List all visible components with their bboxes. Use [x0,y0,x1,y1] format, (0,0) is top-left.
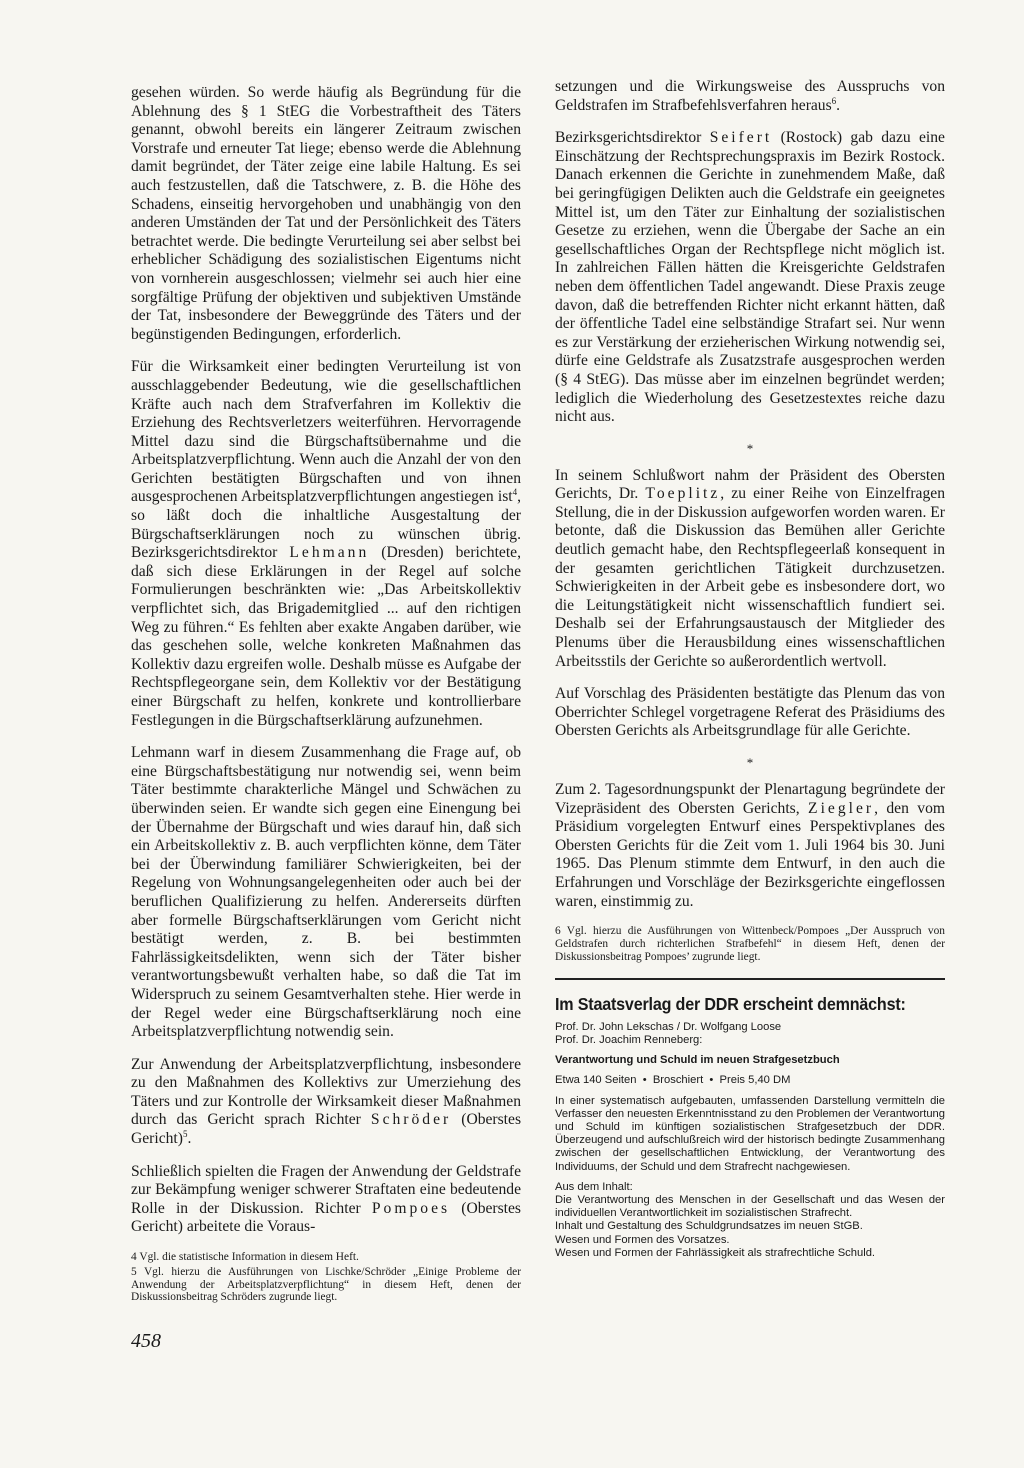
ad-heading: Im Staatsverlag der DDR erscheint demnächst: [555,993,906,1014]
paragraph: setzungen und die Wirkungsweise des Ausspruchs von Geldstrafen im Strafbefehlsverfahren heraus$^6$. [555,78,945,114]
ad-description: In einer systematisch aufgebauten, umfassenden Darstellung vermitteln die Verfasser den neuesten Erkenntnisstand zu den Problemen der Verantwortung und Schuld im künftigen sozialistischen Strafgesetzbuch der DDR. Überzeugend und aufschlußreich wird der historisch bedingte Zusammenhang zwischen der gesellschaftlichen Entwicklung, der Verantwortung des Individuums, der Schuld und dem Strafrecht nachgewiesen. [555,1094,945,1173]
ad-book-title: Verantwortung und Schuld im neuen Strafgesetzbuch [555,1054,840,1067]
right-column [555,78,945,1260]
paragraph: In seinem Schlußwort nahm der Präsident des Obersten Gerichts, Dr. Toeplitz, zu einer Reihe von Einzelfragen Stellung, die in der Diskussion aufgeworfen worden waren. Er betonte, daß die Diskussion das Bemühen aller Gerichte deutlich gemacht habe, den Rechtspflegeerlaß konsequent in der gesamten gerichtlichen Tätigkeit durchzusetzen. Schwierigkeiten in der Arbeit gebe es insbesondere dort, wo die Leitungstätigkeit nicht wissenschaftlich fundiert sei. Deshalb sei der Erfahrungsaustausch der Mitglieder des Plenums über die Herausbildung eines wissenschaftlichen Arbeitsstils der Gerichte so außerordentlich wertvoll. [555,466,945,670]
divider [555,978,945,980]
person-name: Pompoes [371,1199,451,1217]
paragraph: Schließlich spielten die Fragen der Anwendung der Geldstrafe zur Bekämpfung weniger schwerer Straftaten eine bedeutende Rolle in der Diskussion. Richter Pompoes (Oberstes Gericht) arbeitete die Voraus- [131,1162,522,1236]
paragraph: Bezirksgerichtsdirektor Seifert (Rostock) gab dazu eine Einschätzung der Rechtsprechungspraxis im Bezirk Rostock. Danach erkennen die Gerichte in zunehmendem Maße, daß bei geringfügigen Delikten auch die Geldstrafe ein geeignetes Mittel ist, um den Täter zur Einhaltung der sozialistischen Gesetze zu erziehen, wenn die Übergabe der Sache an ein gesellschaftliches Organ der Rechtspflege nicht möglich ist. In zahlreichen Fällen hätten die Kreisgerichte Geldstrafen neben dem öffentlichen Tadel angewandt. Diese Praxis zeuge davon, daß die betreffenden Richter nicht erkannt hätten, daß der öffentliche Tadel eine selbständige Strafart sei. Nur wenn es zur Verstärkung der erzieherischen Wirkung notwendig sei, dürfe eine Geldstrafe als Zusatzstrafe ausgesprochen werden (§ 4 StEG). Das müsse aber im einzelnen begründet werden; lediglich die Wiederholung des Gesetzestextes reiche dazu nicht aus. [555,129,945,426]
person-name: Lehmann [289,544,370,562]
ad-contents-item: Wesen und Formen der Fahrlässigkeit als strafrechtliche Schuld. [555,1246,876,1259]
page-number: 458 [131,1330,161,1352]
ad-authors: Prof. Dr. Joachim Renneberg: [555,1033,703,1046]
ad-contents-item: Wesen und Formen des Vorsatzes. [555,1233,730,1246]
ad-book-info: Etwa 140 Seiten • Broschiert • Preis 5,40 DM [555,1074,791,1087]
section-separator: * [746,755,754,770]
advertisement [555,993,945,1260]
paragraph: Für die Wirksamkeit einer bedingten Verurteilung ist von ausschlaggebender Bedeutung, wie die gesellschaftlichen Kräfte auch nach dem Strafverfahren im Kollektiv die Erziehung des Rechtsverletzers weiterführen. Hervorragende Mittel dazu sind die Bürgschaftsübernahme und die Arbeitsplatzverpflichtung. Wenn auch die Anzahl der von den Gerichten bestätigten Bürgschaften und von ihnen ausgesprochenen Arbeitsplatzverpflichtungen angestiegen ist$^4$, so läßt doch die inhaltliche Ausgestaltung der Bürgschaftserklärungen noch zu wünschen übrig. Bezirksgerichtsdirektor Lehmann (Dresden) berichtete, daß sich diese Erklärungen in der Regel auf solche Formulierungen beschränkten wie: „Das Arbeitskollektiv verpflichtet sich, das Brigademitglied ... auf den richtigen Weg zu führen.“ Es fehlten aber exakte Angaben darüber, wie das geschehen solle, welche konkreten Maßnahmen das Kollektiv dazu ergreifen wolle. Deshalb müsse es Aufgabe der Rechtspflegeorgane sein, dem Kollektiv vor der Bestätigung einer Bürgschaft zu helfen, konkrete und kontrollierbare Festlegungen in die Bürgschaftserklärung aufzunehmen. [131,358,521,729]
person-name: Seifert [709,129,773,147]
footnote-ref: 6 [831,95,837,106]
person-name: Ziegler [808,799,875,817]
footnote-5: 5 Vgl. hierzu die Ausführungen von Lischke/Schröder „Einige Probleme der Anwendung der Arbeitsplatzverpflichtung“ in diesem Heft, denen der Diskussionsbeitrag Schröders zugrunde liegt. [131,1265,521,1304]
ad-authors: Prof. Dr. John Lekschas / Dr. Wolfgang Loose [555,1020,782,1033]
paragraph: Lehmann warf in diesem Zusammenhang die Frage auf, ob eine Bürgschaftsbestätigung nur notwendig sei, wenn beim Täter bestimmte charakterliche Mängel und Schwächen zu überwinden seien. Er wandte sich gegen eine Einengung bei der Übernahme der Bürgschaft und wies darauf hin, daß sich ein Arbeitskollektiv z. B. auch verpflichten könne, dem Täter bei der Überwindung familiärer Schwierigkeiten, bei der Regelung von Wohnungsangelegenheiten oder auch bei der beruflichen Qualifizierung zu helfen. Andererseits dürften aber formelle Bürgschaftserklärungen vom Gericht nicht bestätigt werden, z. B. bei bestimmten Fahrlässigkeitsdelikten, wenn sich der Täter bisher verantwortungsbewußt verhalten habe, so daß die Tat im Widerspruch zu seinem Gesamtverhalten stehe. Hier werde in der Regel weder eine Bürgschaftserklärung noch eine Arbeitsplatzverpflichtung notwendig sein. [131,744,521,1041]
footnote-6: 6 Vgl. hierzu die Ausführungen von Wittenbeck/Pompoes „Der Ausspruch von Geldstrafen durch richterlichen Strafbefehl“ in diesem Heft, denen der Diskussionsbeitrag Pompoes’ zugrunde liegt. [555,925,945,963]
paragraph: Auf Vorschlag des Präsidenten bestätigte das Plenum das von Oberrichter Schlegel vorgetragene Referat des Präsidiums des Obersten Gerichts als Arbeitsgrundlage für alle Gerichte. [555,685,945,740]
paragraph: Zur Anwendung der Arbeitsplatzverpflichtung, insbesondere zu den Maßnahmen des Kollektivs zur Umerziehung des Täters und zur Kontrolle der Wirksamkeit dieser Maßnahmen durch das Gericht sprach Richter Schröder (Oberstes Gericht)$^5$. [131,1055,522,1148]
ad-contents-item: Die Verantwortung des Menschen in der Gesellschaft und das Wesen der individuellen Verantwortlichkeit im sozialistischen Strafrecht. [555,1193,945,1220]
ad-contents-label: Aus dem Inhalt: [555,1180,633,1193]
footnote-ref: 4 [512,487,518,498]
footnote-ref: 5 [182,1128,188,1139]
person-name: Schröder [370,1111,452,1129]
paragraph: Zum 2. Tagesordnungspunkt der Plenartagung begründete der Vizepräsident des Obersten Gerichts, Ziegler, den vom Präsidium vorgelegten Entwurf eines Perspektivplanes des Obersten Gerichts für die Zeit vom 1. Juli 1964 bis 30. Juni 1965. Das Plenum stimmte dem Entwurf, in den auch die Erfahrungen und Vorschläge der Bezirksgerichte eingeflossen waren, einstimmig zu. [555,781,946,910]
footnote-4: 4 Vgl. die statistische Information in diesem Heft. [131,1251,359,1264]
paragraph: gesehen würden. So werde häufig als Begründung für die Ablehnung des § 1 StEG die Vorbestraftheit des Täters genannt, obwohl bereits ein längerer Zeitraum zwischen Vorstrafe und erneuter Tat liege; ebenso werde die Ablehnung damit begründet, der Täter zeige eine labile Haltung. Es sei auch festzustellen, daß die Tatschwere, z. B. die Höhe des Schadens, einseitig hervorgehoben und unabhängig von den anderen Umständen der Tat und der Persönlichkeit des Täters betrachtet werde. Die bedingte Verurteilung sei aber selbst bei erheblicher Schädigung des sozialistischen Eigentums nicht von vornherein ausgeschlossen; vielmehr sei auch hier eine sorgfältige Prüfung der objektiven und subjektiven Umstände der Tat, insbesondere der Beweggründe des Täters und der begünstigenden Bedingungen, erforderlich. [131,84,521,343]
left-column [131,84,521,1306]
ad-contents-item: Inhalt und Gestaltung des Schuldgrundsatzes im neuen StGB. [555,1220,863,1233]
section-separator: * [746,440,754,456]
footnotes [131,1251,521,1304]
person-name: Toeplitz [645,485,721,503]
